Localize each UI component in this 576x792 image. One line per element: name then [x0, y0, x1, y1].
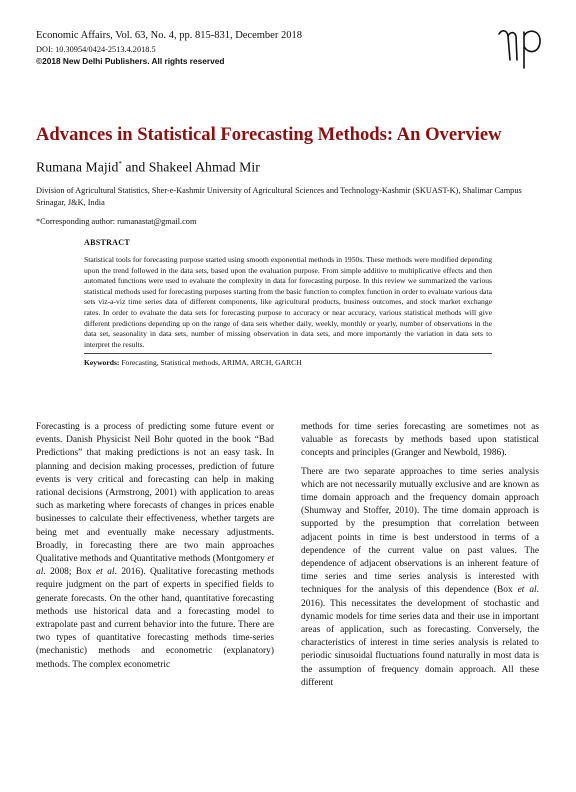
author-name: Rumana Majid: [36, 159, 119, 175]
affiliation: Division of Agricultural Statistics, Sher-e-Kashmir University of Agricultural Sciences and Technology-Kashmir (SKUAST-K), Shalimar Campus Srinagar, J&K, India: [36, 186, 522, 207]
publisher-logo: [494, 26, 544, 70]
abstract-heading: ABSTRACT: [84, 238, 130, 247]
doi-line: DOI: 10.30954/0424-2513.4.2018.5: [36, 45, 156, 54]
body-paragraph: There are two separate approaches to time series analysis which are not necessarily mutually exclusive and are known as time domain approach and the frequency domain approach (Shumway and Stoffer, 2010). The time domain approach is supported by the presumption that correlation between adjacent points in time is best understood in terms of a dependence of the current value on past values. The dependence of adjacent observations is an inherent feature of time series and time series analysis is interested with techniques for the analysis of this dependence (Box et al. 2016). This necessitates the development of stochastic and dynamic models for time series data and their use in important areas of application, such as forecasting. Conversely, the characteristics of interest in time series analysis is related to periodic sinusoidal fluctuations found naturally in most data is the assumption of frequency domain approach. All these different: [301, 466, 539, 688]
keywords-label: Keywords:: [84, 358, 120, 368]
corresponding-mark: *: [118, 160, 122, 168]
body-paragraph: Forecasting is a process of predicting some future event or events. Danish Physicist Neil Bohr quoted in the book “Bad Predictions” that making predictions is not an easy task. In planning and decision making processes, prediction of future events is very critical and forecasting can help in making rational decisions (Armstrong, 2001) with application to areas such as marketing where forecasts of changes in prices enable businesses to calculate their effectiveness, whether targets are being met and eventually make necessary adjustments. Broadly, in forecasting there are two main approaches Qualitative methods and Quantitative methods (Montgomery et al. 2008; Box et al. 2016). Qualitative forecasting methods require judgment on the part of experts in specified fields to generate forecasts. On the other hand, quantitative forecasting methods use historical data and a forecasting model to extrapolate past and current behavior into the future. There are two types of quantitative forecasting methods time-series (mechanistic) methods and econometric (explanatory) methods. The complex econometric: [36, 422, 275, 670]
article-title: Advances in Statistical Forecasting Methods: An Overview: [36, 124, 502, 145]
body-column-left: [36, 421, 274, 677]
body-paragraph: methods for time series forecasting are sometimes not as valuable as forecasts by methods based upon statistical concepts and principles (Granger and Newbold, 1986).: [301, 422, 539, 459]
author-joiner: and: [121, 159, 149, 175]
abstract-divider: [84, 353, 492, 354]
abstract-section: [84, 238, 492, 368]
body-column-right: [301, 421, 539, 695]
corresponding-author: *Corresponding author: rumanastat@gmail.com: [36, 217, 197, 226]
copyright-line: ©2018 New Delhi Publishers. All rights reserved: [36, 56, 225, 66]
journal-header: [36, 29, 456, 67]
keywords-list: Forecasting, Statistical methods, ARIMA, ARCH, GARCH: [119, 358, 302, 368]
author-list: [36, 156, 260, 176]
author-name: Shakeel Ahmad Mir: [148, 159, 260, 175]
keywords-line: [84, 358, 492, 368]
abstract-text: Statistical tools for forecasting purpose started using smooth exponential methods in 1950s. These methods were modified depending upon the trend followed in the data sets, based upon the evaluation purpose. From simple additive to multiplicative effects and then automated functions were used to evaluate the complexity in data for forecasting purpose. In this review we summarized the various statistical methods used for forecasting purposes starting from the basic function to complex function in order to evaluate various data sets viz-a-viz time series data of different components, like agricultural products, business outcomes, and stock market exchange rates. In order to evaluate the data sets for forecasting purpose to accuracy or near accuracy, various statistical methods will give different predictions depending up on the range of data sets whether daily, weekly, monthly or yearly, number of observations in the data set, seasonality in data sets, number of missing observation in data sets, and more importantly the variation in data sets to interpret the results.: [84, 255, 492, 349]
journal-citation: Economic Affairs, Vol. 63, No. 4, pp. 815-831, December 2018: [36, 30, 302, 41]
